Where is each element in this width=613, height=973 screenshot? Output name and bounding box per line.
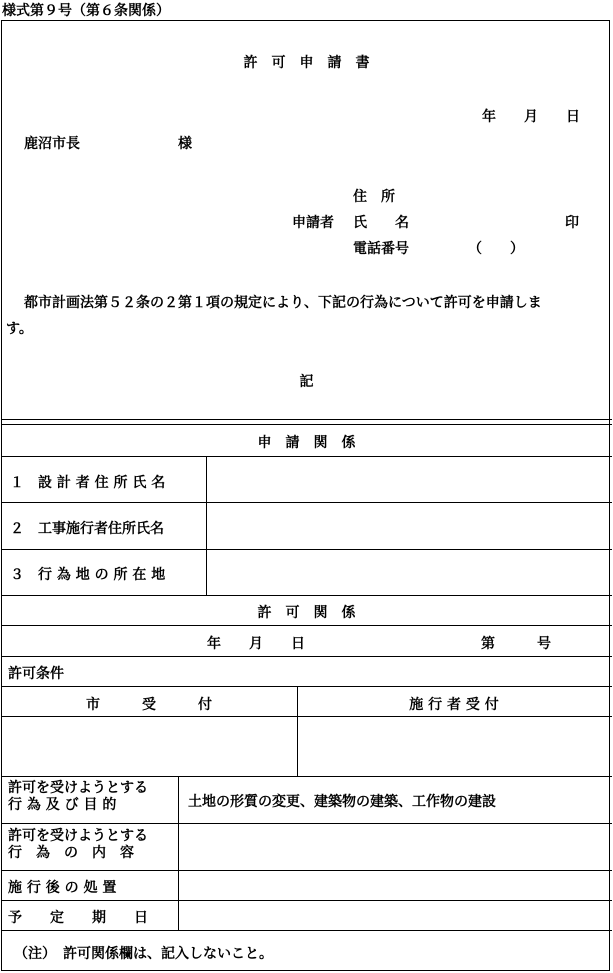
body-text-line1: 都市計画法第５２条の２第１項の規定により、下記の行為について許可を申請しま [24,295,542,311]
rule [1,930,612,931]
addressee-honorific: 様 [178,136,192,152]
permit-conditions-label: 許可条件 [8,666,64,682]
application-divider [206,456,207,595]
permit-section-header: 許 可 関 係 [257,605,356,621]
rule [1,686,612,687]
rule [1,456,612,457]
phone-parens: （ ） [468,241,524,257]
note: （注） 許可関係欄は、記入しないこと。 [14,946,273,962]
rule [1,502,612,503]
body-text-line2: す。 [6,321,33,337]
form-title: 許 可 申 請 書 [243,55,370,71]
purpose-value: 土地の形質の変更、建築物の建築、工作物の建設 [188,794,496,810]
site-location-label: ３ 行 為 地 の 所 在 地 [10,567,166,583]
address-label: 住 所 [353,189,395,205]
ki-mark: 記 [299,374,314,390]
double-rule-bottom [1,424,612,425]
seal-mark: 印 [565,215,579,231]
content-label [8,828,148,862]
phone-label: 電話番号 [353,241,409,257]
rule [1,776,612,777]
rule [1,656,612,657]
permit-number: 第 号 [481,636,551,652]
rule [1,716,612,717]
city-receipt-label: 市 受 付 [86,697,212,713]
contractor-receipt-label: 施 行 者 受 付 [409,697,499,713]
details-divider [178,776,179,931]
permit-date: 年 月 日 [207,636,305,652]
purpose-label-line2: 行 為 及 び 目 的 [8,797,117,813]
rule [1,625,612,626]
addressee-name: 鹿沼市長 [24,136,80,152]
rule [1,595,612,596]
content-label-line1: 許可を受けようとする [8,828,148,844]
designer-label: １ 設 計 者 住 所 氏 名 [10,475,166,491]
rule [1,870,612,871]
purpose-label [8,780,148,814]
name-label: 氏 名 [353,215,409,231]
content-label-line2: 行 為 の 内 容 [8,845,134,861]
contractor-label: ２ 工事施行者住所氏名 [10,521,164,537]
rule [1,900,612,901]
application-date: 年 月 日 [482,109,580,125]
form-number: 様式第９号（第６条関係） [2,3,170,19]
application-section-header: 申 請 関 係 [257,435,356,451]
purpose-label-line1: 許可を受けようとする [8,780,148,796]
post-treatment-label: 施 行 後 の 処 置 [8,880,117,896]
rule [1,549,612,550]
applicant-role-label: 申請者 [292,215,334,231]
double-rule-top [1,419,612,420]
scheduled-date-label: 予 定 期 日 [8,910,148,926]
rule [1,823,612,824]
